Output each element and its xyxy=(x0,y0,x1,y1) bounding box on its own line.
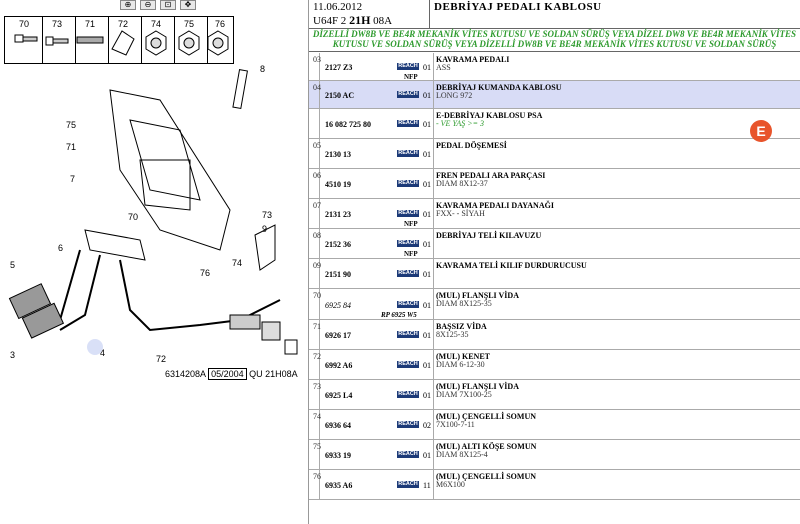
table-row[interactable] xyxy=(309,259,800,289)
caption-code: 6314208A xyxy=(165,369,206,379)
desc-title: E-DEBRİYAJ KABLOSU PSA xyxy=(436,111,543,120)
part-ref[interactable]: 6925 84 xyxy=(325,301,351,310)
note-line-2: KUTUSU VE SOLDAN SÜRÜŞ VEYA DİZELLİ DW8B VE BE4R MEKANİK VİTES KUTUSU VE SOLDAN SÜRÜŞ xyxy=(332,39,777,49)
table-row[interactable] xyxy=(309,320,800,350)
col-divider xyxy=(433,259,434,288)
quantity: 02 xyxy=(423,421,431,430)
part-description xyxy=(436,292,519,308)
thumb-label: 76 xyxy=(214,19,225,29)
callout-73[interactable]: 73 xyxy=(262,210,273,220)
reach-badge: REACH xyxy=(398,301,418,307)
col-divider xyxy=(433,440,434,469)
col-divider xyxy=(319,109,320,138)
callout-8[interactable]: 8 xyxy=(260,64,266,74)
reach-badge: REACH xyxy=(398,210,418,216)
diagram-toolbar xyxy=(0,0,308,11)
callout-70[interactable]: 70 xyxy=(128,212,139,222)
parts-pane xyxy=(309,0,800,524)
row-index: 72 xyxy=(313,352,321,361)
part-description xyxy=(436,443,536,459)
callout-4[interactable]: 4 xyxy=(100,348,106,358)
row-index: 07 xyxy=(313,201,321,210)
fit-icon[interactable]: ⊡ xyxy=(160,0,176,10)
part-description xyxy=(436,323,487,339)
table-row[interactable] xyxy=(309,53,800,81)
quantity: 01 xyxy=(423,451,431,460)
col-divider xyxy=(433,169,434,198)
part-ref[interactable]: 6935 A6 xyxy=(325,481,353,490)
part-ref[interactable]: 2130 13 xyxy=(325,150,351,159)
nfp-flag: NFP xyxy=(404,73,418,81)
part-description xyxy=(436,232,541,240)
reach-badge: REACH xyxy=(398,270,418,276)
table-row[interactable] xyxy=(309,109,800,139)
quantity: 01 xyxy=(423,91,431,100)
nfp-flag: NFP xyxy=(404,250,418,258)
applicability-note xyxy=(309,29,800,52)
row-index: 08 xyxy=(313,231,321,240)
desc-title: (MUL) ÇENGELLİ SOMUN xyxy=(436,472,537,481)
col-divider xyxy=(433,470,434,499)
desc-spec: M6X100 xyxy=(436,480,465,489)
reach-badge: REACH xyxy=(398,451,418,457)
reach-badge: REACH xyxy=(398,240,418,246)
reach-badge: REACH xyxy=(398,481,418,487)
part-ref[interactable]: 4510 19 xyxy=(325,180,351,189)
part-description xyxy=(436,56,509,72)
row-index: 09 xyxy=(313,261,321,270)
parts-header xyxy=(309,0,800,29)
table-row[interactable] xyxy=(309,350,800,380)
table-row[interactable] xyxy=(309,380,800,410)
thumb-76[interactable] xyxy=(201,17,239,63)
quantity: 01 xyxy=(423,150,431,159)
part-ref[interactable]: 2151 90 xyxy=(325,270,351,279)
desc-title: FREN PEDALI ARA PARÇASI xyxy=(436,171,546,180)
part-ref[interactable]: 6933 19 xyxy=(325,451,351,460)
callout-76[interactable]: 76 xyxy=(200,268,211,278)
code-suffix: 08A xyxy=(370,15,393,27)
quantity: 01 xyxy=(423,180,431,189)
desc-spec: LONG 972 xyxy=(436,91,473,100)
row-index: 76 xyxy=(313,472,321,481)
desc-spec: 8X125-35 xyxy=(436,330,469,339)
part-ref[interactable]: 16 082 725 80 xyxy=(325,120,371,129)
desc-title: (MUL) ÇENGELLİ SOMUN xyxy=(436,412,537,421)
desc-spec: DIAM 8X125-35 xyxy=(436,299,492,308)
callout-75[interactable]: 75 xyxy=(66,120,77,130)
thumb-label: 75 xyxy=(183,19,194,29)
header-code xyxy=(313,13,392,28)
part-ref[interactable]: 6992 A6 xyxy=(325,361,353,370)
row-index: 74 xyxy=(313,412,321,421)
part-description xyxy=(436,172,545,188)
thumb-label: 72 xyxy=(117,19,128,29)
row-index: 71 xyxy=(313,322,321,331)
reach-badge: REACH xyxy=(398,91,418,97)
desc-title: (MUL) FLANŞLI VİDA xyxy=(436,291,519,300)
diagram-pane xyxy=(0,0,309,524)
col-divider xyxy=(433,410,434,439)
nfp-flag: NFP xyxy=(404,220,418,228)
table-row[interactable] xyxy=(309,470,800,500)
part-description xyxy=(436,112,542,128)
part-ref[interactable]: 6926 17 xyxy=(325,331,351,340)
quantity: 01 xyxy=(423,361,431,370)
reach-badge: REACH xyxy=(398,391,418,397)
desc-title: DEBRİYAJ KUMANDA KABLOSU xyxy=(436,83,562,92)
part-description xyxy=(436,262,587,270)
table-row[interactable] xyxy=(309,289,800,320)
table-row[interactable] xyxy=(309,229,800,259)
reach-badge: REACH xyxy=(398,180,418,186)
code-bold: 21H xyxy=(349,13,371,27)
desc-spec: ASS xyxy=(436,63,451,72)
callout-9[interactable]: 9 xyxy=(262,224,268,234)
move-icon[interactable]: ✥ xyxy=(180,0,196,10)
desc-title: DEBRİYAJ TELİ KILAVUZU xyxy=(436,231,542,240)
part-description xyxy=(436,142,507,150)
reach-badge: REACH xyxy=(398,421,418,427)
table-row[interactable] xyxy=(309,410,800,440)
part-ref[interactable]: 6936 64 xyxy=(325,421,351,430)
col-divider xyxy=(433,81,434,108)
desc-title: KAVRAMA TELİ KILIF DURDURUCUSU xyxy=(436,261,587,270)
diagram-caption xyxy=(165,369,298,379)
col-divider xyxy=(433,289,434,319)
thumb-label: 70 xyxy=(18,19,29,29)
part-description xyxy=(436,353,490,369)
table-row[interactable] xyxy=(309,169,800,199)
row-index: 75 xyxy=(313,442,321,451)
quantity: 01 xyxy=(423,391,431,400)
desc-title: (MUL) KENET xyxy=(436,352,490,361)
part-ref[interactable]: 2152 36 xyxy=(325,240,351,249)
callout-3[interactable]: 3 xyxy=(10,350,16,360)
desc-spec: DIAM 7X100-25 xyxy=(436,390,492,399)
callout-6[interactable]: 6 xyxy=(58,243,64,253)
quantity: 01 xyxy=(423,240,431,249)
row-index: 04 xyxy=(313,83,321,92)
reach-badge: REACH xyxy=(398,120,418,126)
callout-7[interactable]: 7 xyxy=(70,174,76,184)
callout-71[interactable]: 71 xyxy=(66,142,77,152)
reach-badge: REACH xyxy=(398,63,418,69)
fastener-thumbnails xyxy=(4,16,234,64)
row-index: 05 xyxy=(313,141,321,150)
desc-condition: - VE YAŞ >= 3 xyxy=(436,119,485,128)
quantity: 11 xyxy=(423,481,431,490)
part-description xyxy=(436,473,536,489)
desc-title: PEDAL DÖŞEMESİ xyxy=(436,141,507,150)
part-description xyxy=(436,413,536,429)
desc-spec: DIAM 6-12-30 xyxy=(436,360,485,369)
thumb-label: 74 xyxy=(150,19,161,29)
desc-title: KAVRAMA PEDALI DAYANAĞI xyxy=(436,201,554,210)
table-row[interactable] xyxy=(309,440,800,470)
quantity: 01 xyxy=(423,331,431,340)
callout-5[interactable]: 5 xyxy=(10,260,16,270)
table-row[interactable] xyxy=(309,81,800,109)
replacement-ref: RP 6925 W5 xyxy=(381,311,417,319)
quantity: 01 xyxy=(423,210,431,219)
reach-badge: REACH xyxy=(398,331,418,337)
col-divider xyxy=(433,229,434,258)
exploded-diagram xyxy=(0,60,308,390)
desc-title: (MUL) ALTI KÖŞE SOMUN xyxy=(436,442,537,451)
col-divider xyxy=(433,320,434,349)
reach-badge: REACH xyxy=(398,150,418,156)
part-ref[interactable]: 2131 23 xyxy=(325,210,351,219)
zoom-out-icon[interactable]: ⊖ xyxy=(140,0,156,10)
part-description xyxy=(436,383,519,399)
col-divider xyxy=(433,199,434,228)
part-ref[interactable]: 2150 AC xyxy=(325,91,355,100)
thumb-label: 73 xyxy=(51,19,62,29)
row-index: 70 xyxy=(313,291,321,300)
quantity: 01 xyxy=(423,63,431,72)
row-index: 73 xyxy=(313,382,321,391)
part-description xyxy=(436,84,562,100)
col-divider xyxy=(433,139,434,168)
col-divider xyxy=(433,109,434,138)
callout-74[interactable]: 74 xyxy=(232,258,243,268)
header-divider xyxy=(429,0,430,28)
row-index: 03 xyxy=(313,55,321,64)
part-ref[interactable]: 2127 Z3 xyxy=(325,63,353,72)
note-line-1: DİZELLİ DW8B VE BE4R MEKANİK VİTES KUTUSU VE SOLDAN SÜRÜŞ VEYA DİZEL DW8 VE BE4R MEKANİK VİTES xyxy=(312,29,797,39)
thumb-label: 71 xyxy=(84,19,95,29)
desc-title: (MUL) FLANŞLI VİDA xyxy=(436,382,519,391)
page-title: DEBRİYAJ PEDALI KABLOSU xyxy=(434,1,602,13)
code-prefix: U64F 2 xyxy=(313,15,350,27)
quantity: 01 xyxy=(423,120,431,129)
caption-ref: QU 21H08A xyxy=(249,369,298,379)
quantity: 01 xyxy=(423,301,431,310)
table-row[interactable] xyxy=(309,199,800,229)
part-ref[interactable]: 6925 L4 xyxy=(325,391,353,400)
col-divider xyxy=(433,53,434,80)
desc-spec: DIAM 8X12-37 xyxy=(436,179,488,188)
zoom-in-icon[interactable]: ⊕ xyxy=(120,0,136,10)
desc-spec: DIAM 8X125-4 xyxy=(436,450,488,459)
col-divider xyxy=(433,380,434,409)
table-row[interactable] xyxy=(309,139,800,169)
row-index: 06 xyxy=(313,171,321,180)
caption-date: 05/2004 xyxy=(208,368,247,380)
col-divider xyxy=(433,350,434,379)
desc-spec: 7X100-7-11 xyxy=(436,420,475,429)
quantity: 01 xyxy=(423,270,431,279)
header-date: 11.06.2012 xyxy=(313,1,363,13)
desc-title: KAVRAMA PEDALI xyxy=(436,55,510,64)
callout-72[interactable]: 72 xyxy=(156,354,167,364)
desc-title: BAŞSIZ VİDA xyxy=(436,322,487,331)
e-badge-icon[interactable]: E xyxy=(750,120,772,142)
part-description xyxy=(436,202,554,218)
desc-spec: FXX- - SİYAH xyxy=(436,209,485,218)
reach-badge: REACH xyxy=(398,361,418,367)
